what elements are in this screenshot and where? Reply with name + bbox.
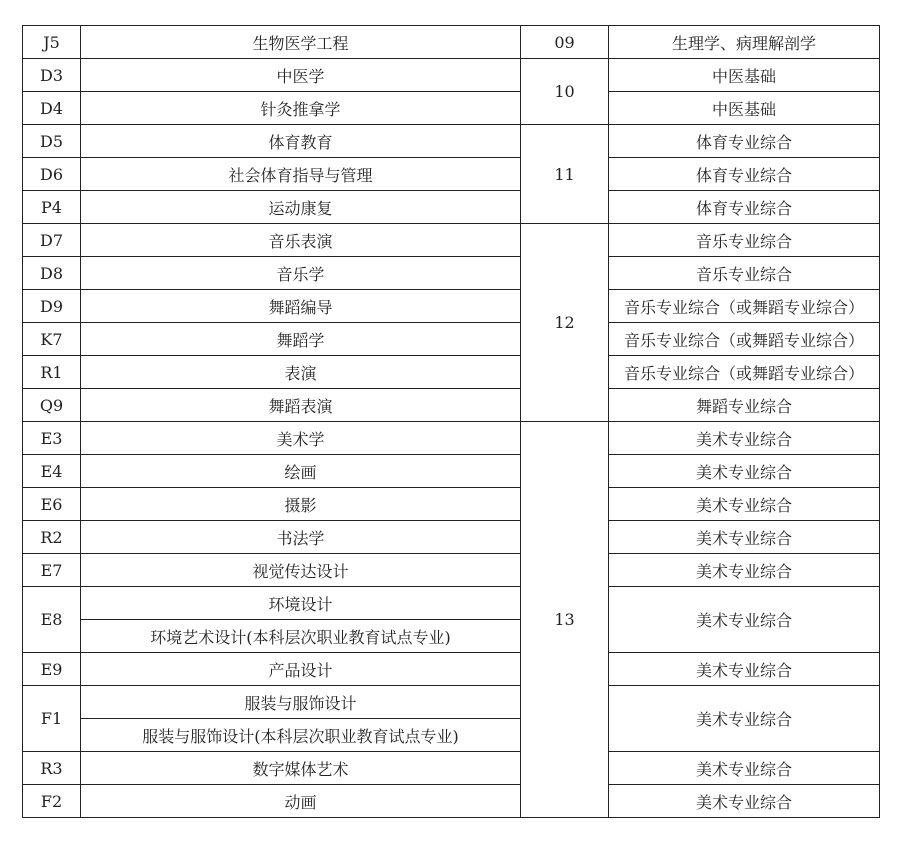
exam-subject: 美术专业综合 bbox=[609, 785, 880, 818]
major-name-secondary: 服装与服饰设计(本科层次职业教育试点专业) bbox=[81, 719, 521, 752]
table-row bbox=[23, 356, 880, 389]
major-name: 生物医学工程 bbox=[81, 26, 521, 59]
major-code: Q9 bbox=[23, 389, 81, 422]
major-name: 视觉传达设计 bbox=[81, 554, 521, 587]
major-code: D5 bbox=[23, 125, 81, 158]
major-code: E8 bbox=[23, 587, 81, 653]
exam-subject: 音乐专业综合 bbox=[609, 224, 880, 257]
group-number: 10 bbox=[521, 59, 609, 125]
major-code: D9 bbox=[23, 290, 81, 323]
major-name: 体育教育 bbox=[81, 125, 521, 158]
group-number: 12 bbox=[521, 224, 609, 422]
exam-subject: 美术专业综合 bbox=[609, 455, 880, 488]
exam-subject: 美术专业综合 bbox=[609, 488, 880, 521]
exam-subject: 生理学、病理解剖学 bbox=[609, 26, 880, 59]
major-name: 中医学 bbox=[81, 59, 521, 92]
major-code: D3 bbox=[23, 59, 81, 92]
major-name: 舞蹈编导 bbox=[81, 290, 521, 323]
exam-subject: 音乐专业综合（或舞蹈专业综合） bbox=[609, 356, 880, 389]
major-name: 环境设计 bbox=[81, 587, 521, 620]
exam-subject: 美术专业综合 bbox=[609, 686, 880, 752]
exam-subject: 音乐专业综合 bbox=[609, 257, 880, 290]
major-code: E9 bbox=[23, 653, 81, 686]
group-number: 13 bbox=[521, 422, 609, 818]
major-name: 舞蹈表演 bbox=[81, 389, 521, 422]
table-row bbox=[23, 422, 880, 455]
major-code: F1 bbox=[23, 686, 81, 752]
exam-subject: 美术专业综合 bbox=[609, 653, 880, 686]
exam-subject: 体育专业综合 bbox=[609, 125, 880, 158]
exam-subject: 舞蹈专业综合 bbox=[609, 389, 880, 422]
major-name: 绘画 bbox=[81, 455, 521, 488]
exam-subject: 美术专业综合 bbox=[609, 422, 880, 455]
major-code: D8 bbox=[23, 257, 81, 290]
major-name: 美术学 bbox=[81, 422, 521, 455]
major-code: E4 bbox=[23, 455, 81, 488]
exam-subject: 美术专业综合 bbox=[609, 587, 880, 653]
exam-subject: 音乐专业综合（或舞蹈专业综合） bbox=[609, 290, 880, 323]
exam-subject: 美术专业综合 bbox=[609, 752, 880, 785]
table-row bbox=[23, 323, 880, 356]
major-code: R3 bbox=[23, 752, 81, 785]
table-row bbox=[23, 257, 880, 290]
major-name: 摄影 bbox=[81, 488, 521, 521]
exam-subject: 体育专业综合 bbox=[609, 191, 880, 224]
table-row bbox=[23, 389, 880, 422]
major-name: 音乐学 bbox=[81, 257, 521, 290]
group-number: 09 bbox=[521, 26, 609, 59]
major-code: E3 bbox=[23, 422, 81, 455]
major-code: J5 bbox=[23, 26, 81, 59]
table-row bbox=[23, 785, 880, 818]
table-row bbox=[23, 752, 880, 785]
major-name: 书法学 bbox=[81, 521, 521, 554]
table-row bbox=[23, 455, 880, 488]
major-table-wrapper bbox=[22, 25, 879, 818]
major-code: E6 bbox=[23, 488, 81, 521]
exam-subject: 美术专业综合 bbox=[609, 554, 880, 587]
major-code: K7 bbox=[23, 323, 81, 356]
major-code: E7 bbox=[23, 554, 81, 587]
table-row bbox=[23, 521, 880, 554]
exam-subject: 体育专业综合 bbox=[609, 158, 880, 191]
major-name: 舞蹈学 bbox=[81, 323, 521, 356]
major-name: 产品设计 bbox=[81, 653, 521, 686]
major-name: 动画 bbox=[81, 785, 521, 818]
major-name: 针灸推拿学 bbox=[81, 92, 521, 125]
exam-subject: 音乐专业综合（或舞蹈专业综合） bbox=[609, 323, 880, 356]
table-row bbox=[23, 125, 880, 158]
table-row bbox=[23, 554, 880, 587]
major-code: P4 bbox=[23, 191, 81, 224]
major-name: 音乐表演 bbox=[81, 224, 521, 257]
table-row bbox=[23, 653, 880, 686]
major-code: F2 bbox=[23, 785, 81, 818]
table-row bbox=[23, 158, 880, 191]
table-row bbox=[23, 224, 880, 257]
exam-subject: 中医基础 bbox=[609, 59, 880, 92]
major-name: 数字媒体艺术 bbox=[81, 752, 521, 785]
major-name-secondary: 环境艺术设计(本科层次职业教育试点专业) bbox=[81, 620, 521, 653]
major-code: R2 bbox=[23, 521, 81, 554]
table-row bbox=[23, 59, 880, 92]
table-row bbox=[23, 488, 880, 521]
major-code: R1 bbox=[23, 356, 81, 389]
table-row bbox=[23, 26, 880, 59]
group-number: 11 bbox=[521, 125, 609, 224]
table-row bbox=[23, 290, 880, 323]
table-row bbox=[23, 92, 880, 125]
table-row bbox=[23, 587, 880, 620]
major-code: D6 bbox=[23, 158, 81, 191]
major-name: 运动康复 bbox=[81, 191, 521, 224]
major-code: D4 bbox=[23, 92, 81, 125]
major-table bbox=[22, 25, 880, 818]
major-name: 社会体育指导与管理 bbox=[81, 158, 521, 191]
major-name: 服装与服饰设计 bbox=[81, 686, 521, 719]
major-code: D7 bbox=[23, 224, 81, 257]
major-name: 表演 bbox=[81, 356, 521, 389]
exam-subject: 美术专业综合 bbox=[609, 521, 880, 554]
exam-subject: 中医基础 bbox=[609, 92, 880, 125]
table-row bbox=[23, 686, 880, 719]
table-row bbox=[23, 191, 880, 224]
